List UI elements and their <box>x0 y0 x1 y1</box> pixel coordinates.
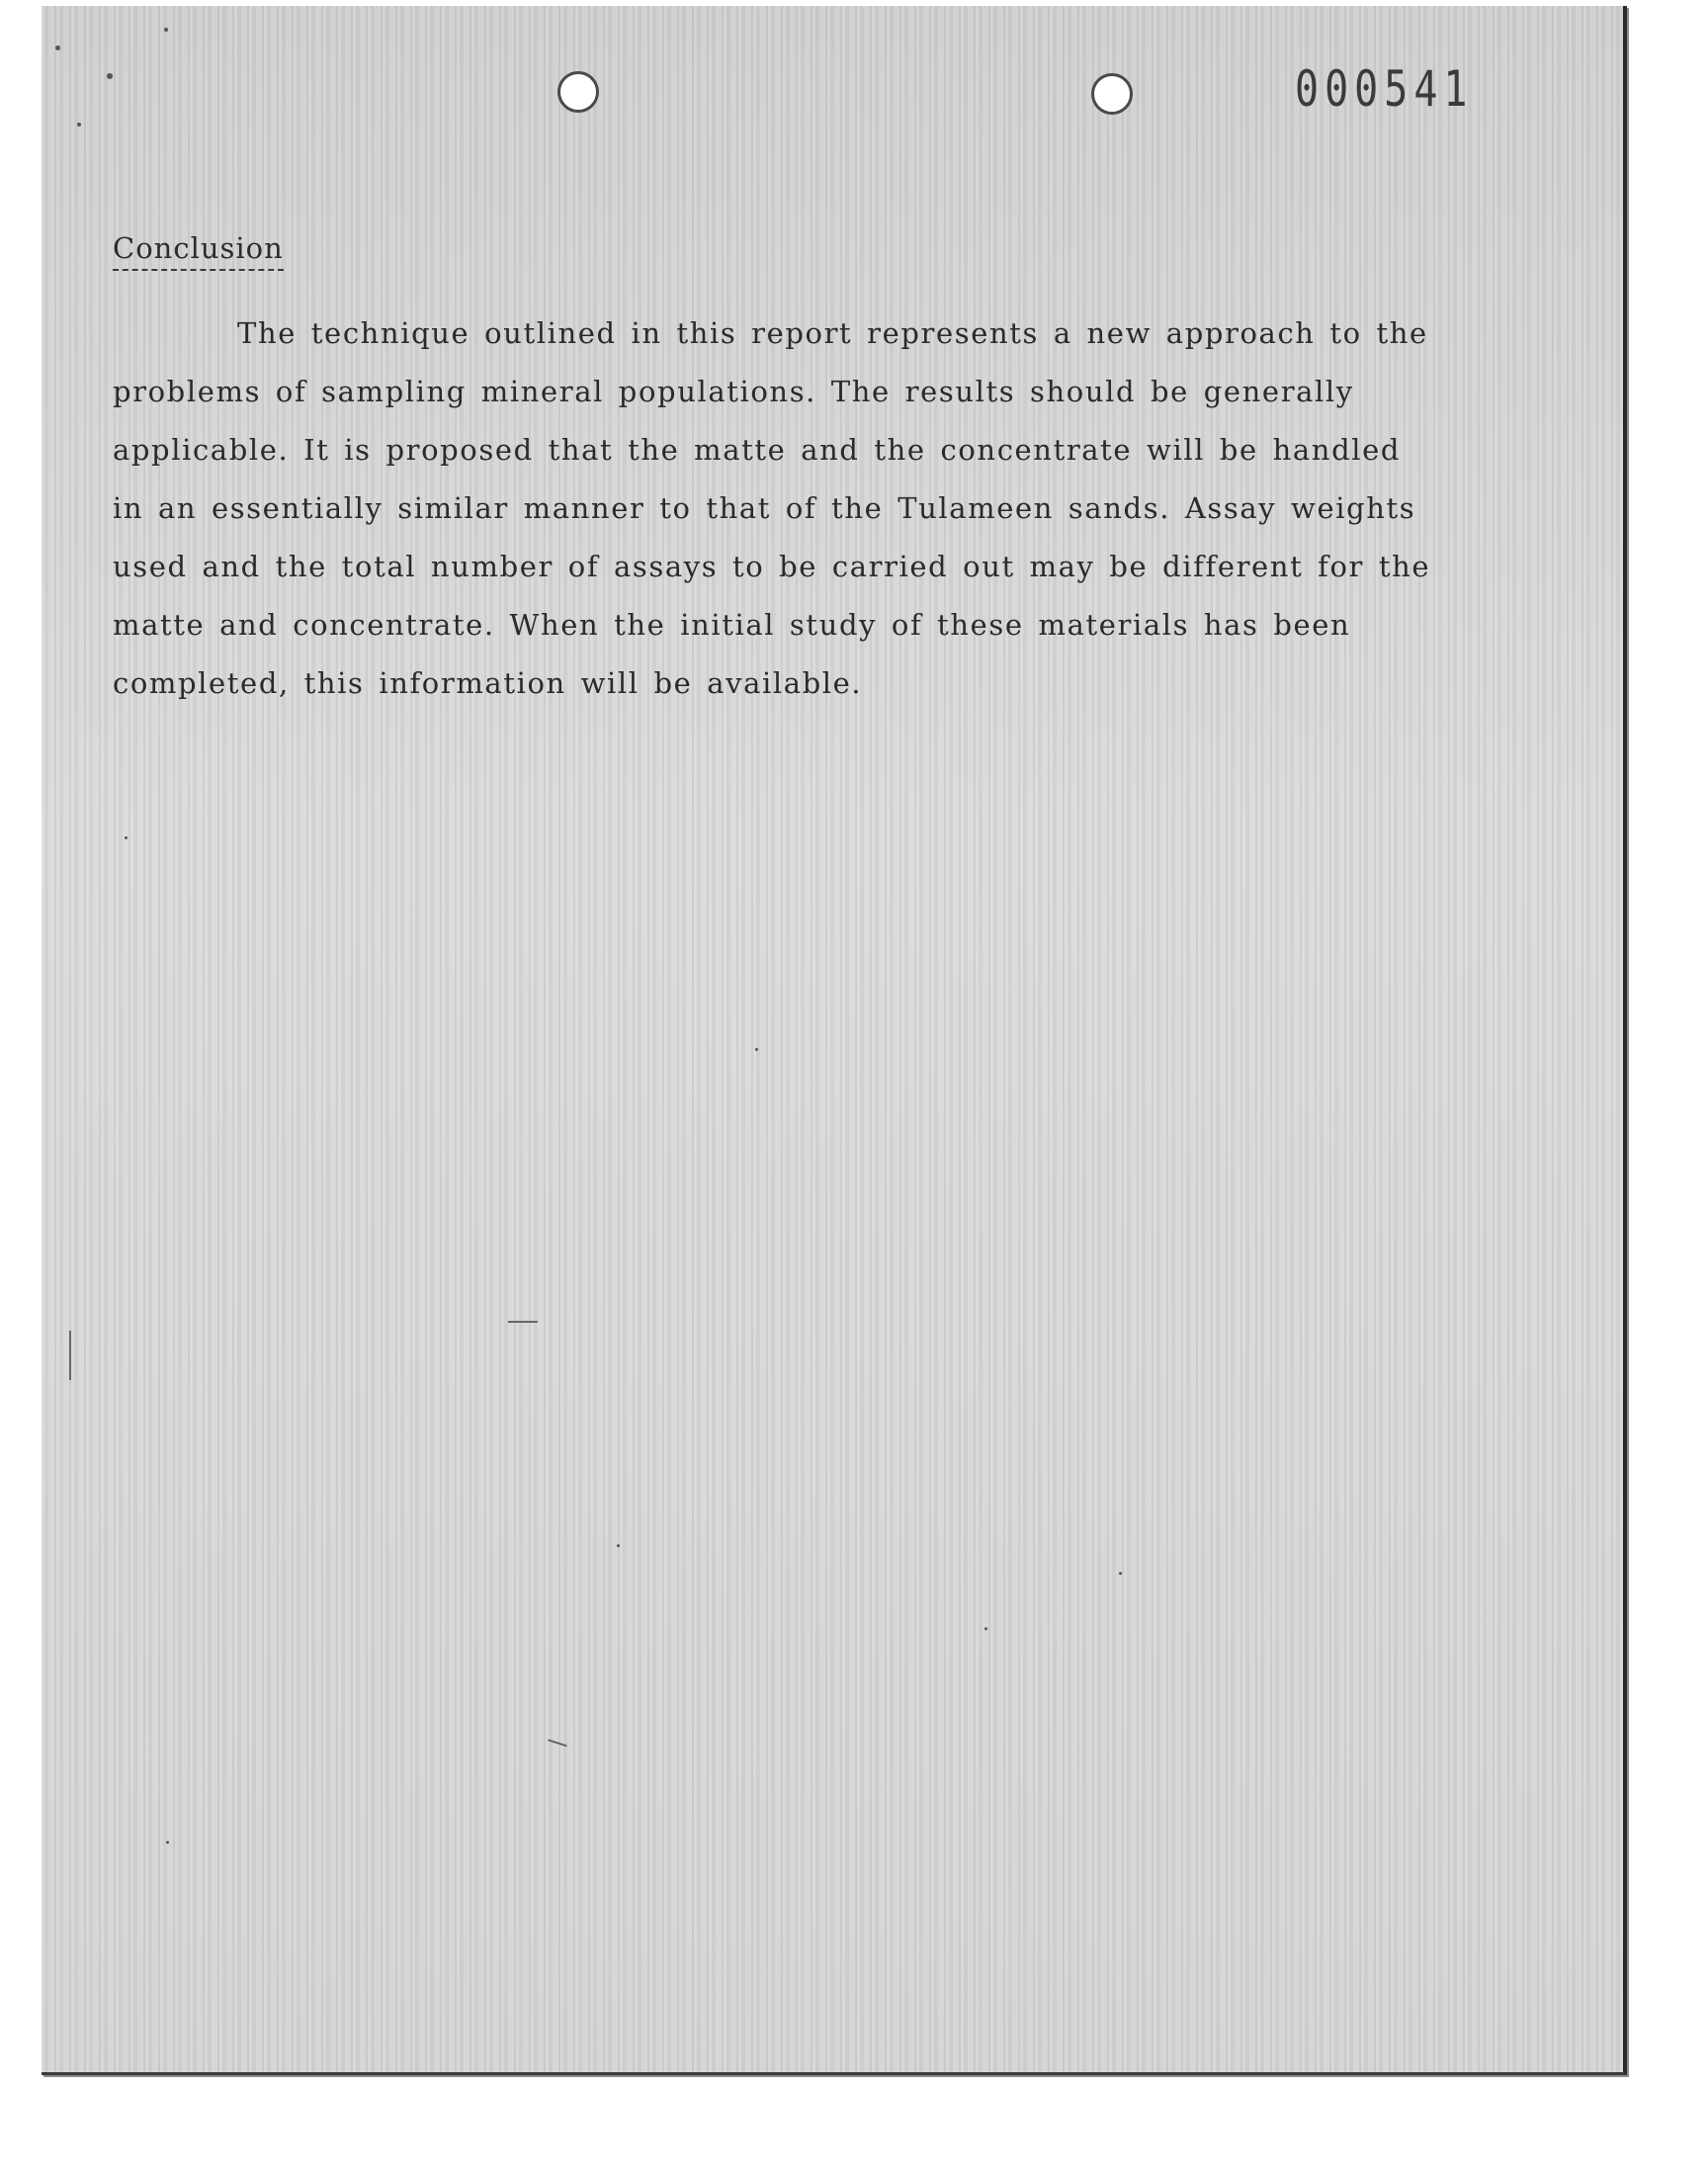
scanned-page <box>42 6 1627 2075</box>
scan-speck <box>77 123 81 127</box>
scan-mark <box>508 1321 538 1323</box>
scan-speck <box>125 836 128 839</box>
scan-speck <box>755 1048 758 1051</box>
scan-speck <box>1119 1572 1122 1575</box>
scan-speck <box>617 1544 620 1547</box>
punch-hole-right <box>1091 73 1133 115</box>
scan-mark <box>548 1739 567 1747</box>
scan-speck <box>107 73 113 79</box>
scan-speck <box>166 1841 169 1844</box>
scan-speck <box>164 28 168 32</box>
section-heading: Conclusion <box>113 231 284 271</box>
punch-hole-left <box>557 71 599 113</box>
scan-speck <box>55 45 60 50</box>
scan-speck <box>984 1627 987 1630</box>
page-number-stamp: 000541 <box>1295 61 1474 119</box>
conclusion-paragraph: The technique outlined in this report represents a new approach to the problems of sampling mineral populations. The results should be generally applicable. It is proposed that the matte and the concentrate will be handled in an essentially similar manner to that of the Tulameen sands. Assay weights used and the total number of assays to be carried out may be different for the matte and concentrate. When the initial study of these materials has been completed, this information will be available. <box>113 316 1431 700</box>
scan-mark <box>69 1331 71 1380</box>
